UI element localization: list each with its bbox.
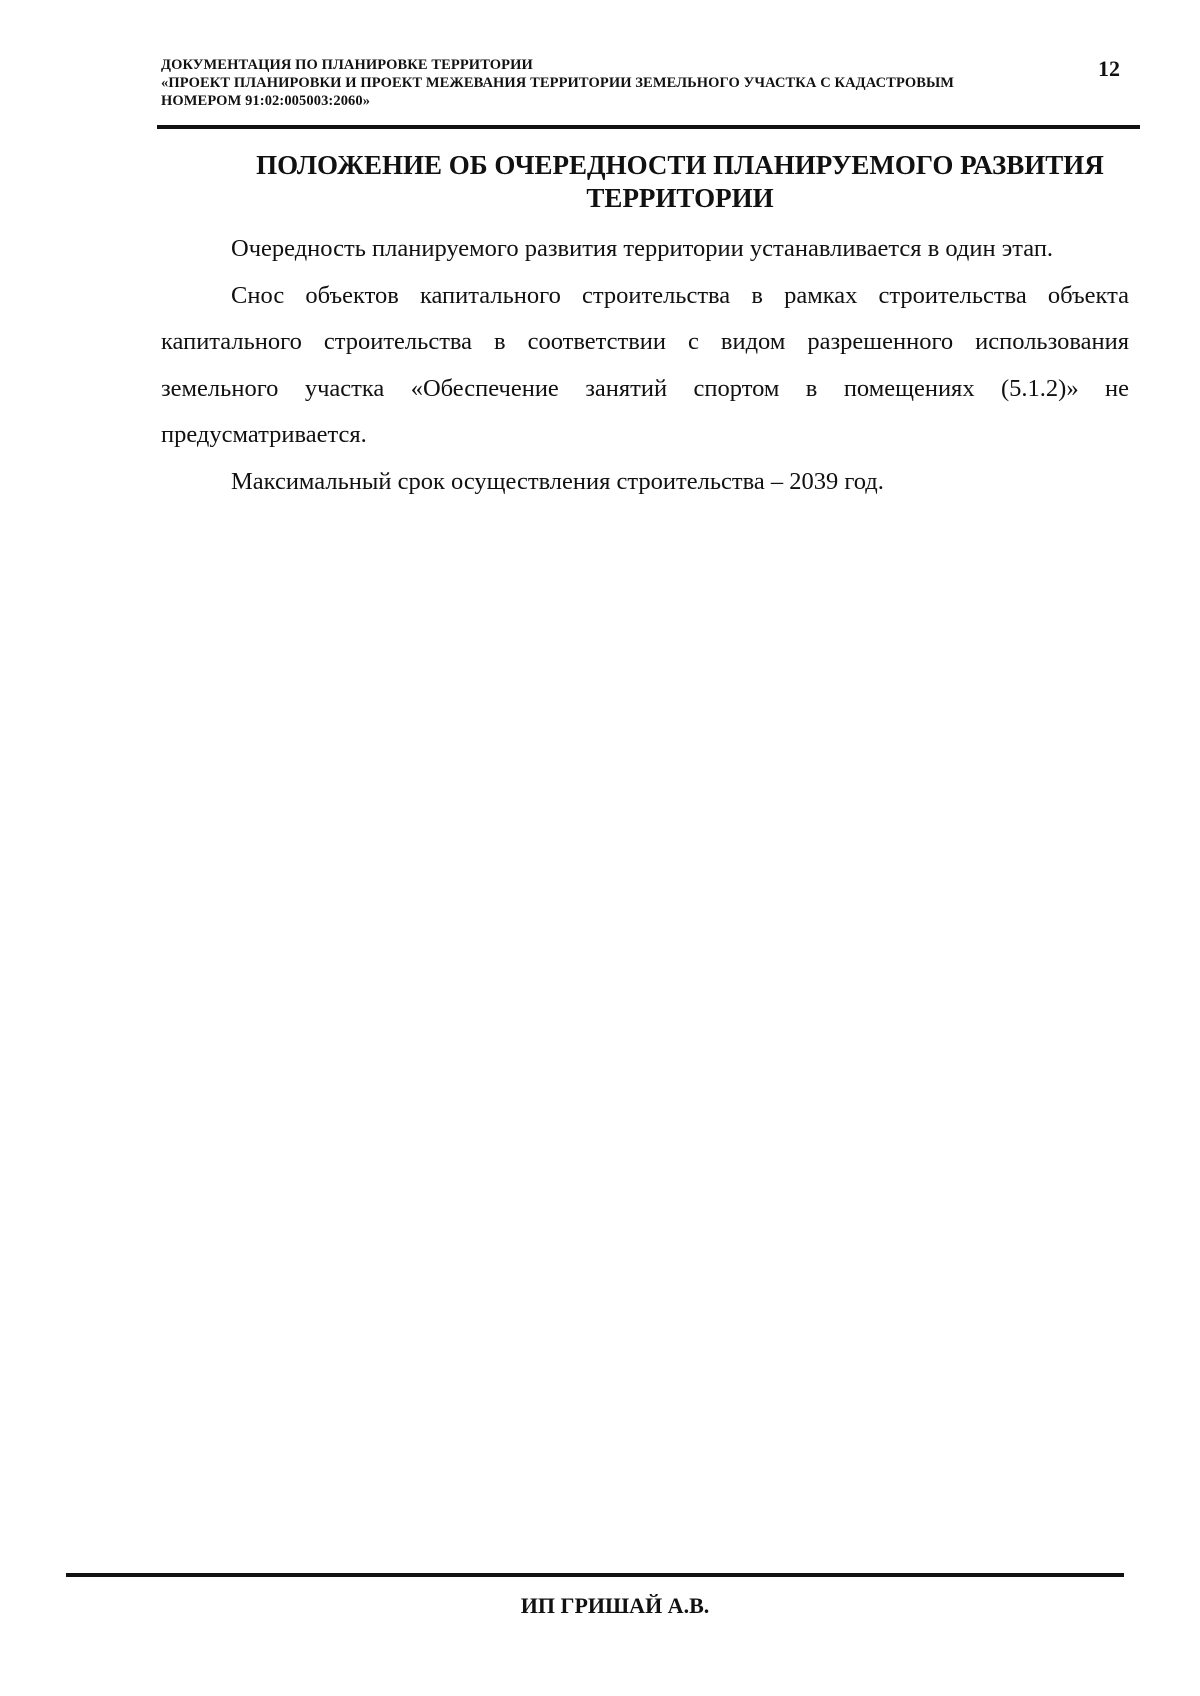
footer-divider <box>66 1573 1124 1577</box>
page-number: 12 <box>1098 56 1120 81</box>
paragraph-stages: Очередность планируемого развития территории устанавливается в один этап. <box>231 235 1054 262</box>
paragraph-demolition: Снос объектов капитального строительства в рамках строительства объекта капитального строительства в соответствии с видом разрешенного использования земельного участка «Обеспечение занятий спортом в помещениях (5.1.2)» не предусматривается. <box>161 281 1129 448</box>
header-line-1: ДОКУМЕНТАЦИЯ ПО ПЛАНИРОВКЕ ТЕРРИТОРИИ <box>161 57 533 73</box>
section-title-line-2: ТЕРРИТОРИИ <box>586 183 774 213</box>
header-line-3: НОМЕРОМ 91:02:005003:2060» <box>161 93 371 109</box>
document-header <box>161 56 1041 110</box>
paragraph-deadline: Максимальный срок осуществления строительства – 2039 год. <box>231 467 884 495</box>
section-title <box>200 149 1160 215</box>
document-footer: ИП ГРИШАЙ А.В. <box>520 1593 710 1618</box>
body-text <box>161 226 1129 505</box>
header-divider <box>157 125 1140 129</box>
section-title-line-1: ПОЛОЖЕНИЕ ОБ ОЧЕРЕДНОСТИ ПЛАНИРУЕМОГО РАЗВИТИЯ <box>256 150 1104 180</box>
header-line-2: «ПРОЕКТ ПЛАНИРОВКИ И ПРОЕКТ МЕЖЕВАНИЯ ТЕРРИТОРИИ ЗЕМЕЛЬНОГО УЧАСТКА С КАДАСТРОВЫМ <box>161 75 955 91</box>
